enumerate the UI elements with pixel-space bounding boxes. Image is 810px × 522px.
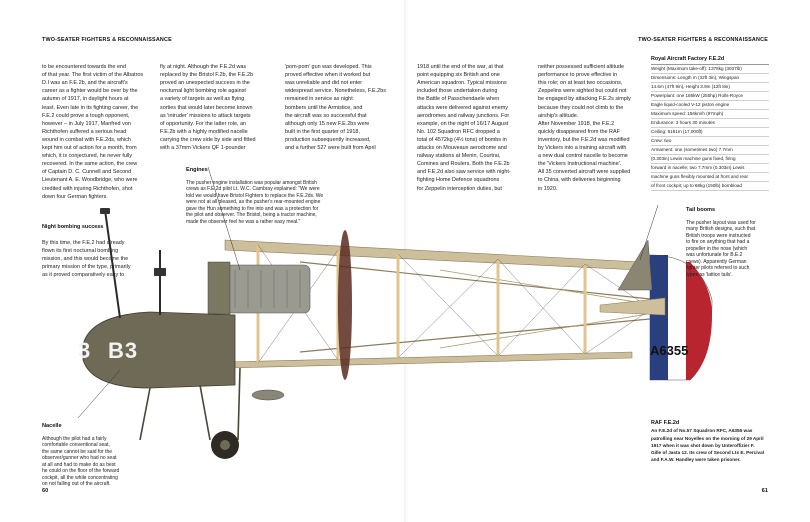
spec-line: forward in nacelle; two 7.7mm (0.303in) Lewis [651,164,769,173]
spec-line: Maximum speed: 156km/h (97mph) [651,110,769,119]
column-5-text: neither possessed sufficient altitude performance to prove effective in this role; on at least two occasions, Zeppelins were sighted but could not be engaged by attacking F.E.2s simply because they could not climb to the airship's altitude. After November 1918, the F.E.2 quickly disappeared from the RAF inventory, but the F.E.2d was modified by Vickers into a training aircraft with a new dual control nacelle to become the 'Vickers Instructional machine'. All 35 converted aircraft were supplied to China, with deliveries beginning in 1920. [538,64,631,192]
nacelle-callout [42,416,160,494]
spec-line: Dimensions: Length m (32ft 3in), Wingspan [651,74,769,83]
propeller [338,230,352,380]
bomb [252,390,284,400]
tail-serial: A6355 [650,343,689,358]
nacelle-callout-text: Although the pilot had a fairly comfortable conventional seat, the same cannot be said for the observer/gunner who had no seat at all and had to make do as best he could on the floor of the forward cockpit, all the while concentrating on not falling out of the aircraft. [42,435,120,487]
tail-booms-callout-text: The pusher layout was used for many British designs, such that British troops were instructed to fire on anything that had a propeller in the nose (which was unfortunate for B.E.2 crews). Apparently German fighter pilots referred to such types as 'lattice tails'. [686,219,756,278]
spec-line: Eagle liquid-cooled V-12 piston engine [651,101,769,110]
running-head-left: TWO-SEATER FIGHTERS & RECONNAISSANCE [42,37,172,43]
side-marking: B3 [108,338,139,363]
column-5 [538,55,650,201]
tail-booms-callout-title: Tail booms [686,206,716,213]
spec-title: Royal Aircraft Factory F.E.2d [651,55,769,65]
tailplane [600,298,665,315]
lower-boom-2 [440,312,660,348]
column-4-text: 1918 until the end of the war, at that point equipping six British and one American squadron. Typical missions included those undertaken during the Battle of Passchendaele when attacks were delivered against enemy aerodromes and railway junctions. For example, on the night of 16/17 August No. 102 Squadron RFC dropped a total of 4572kg (4½ tons) of bombs in attacks on Mouveaux aerodrome and railway stations at Menin, Courtrai, Comines and Roulers. Both the F.E.2b and F.E.2d also saw service with night- fighting Home Defence squadrons for Zeppelin interception duties, but [417,64,511,192]
page-number-left: 60 [42,488,49,494]
tail-booms-callout [686,200,776,285]
lower-boom-1 [300,318,660,352]
raf-caption [651,420,771,464]
spec-line: Ceiling: 5181m (17,000ft) [651,128,769,137]
engines-callout [186,160,386,232]
column-2-text: fly at night. Although the F.E.2d was replaced by the Bristol F.2b, the F.E.2b proved an unexpected success in the nocturnal light bombing role against a variety of targets as well as flying sorties that would later become known as 'intruder' missions to attack targets of opportunity. For the latter role, an F.E.2b with a highly modified nacelle carrying the crew side by side and fitted with a 37mm Vickers QF 1-pounder [160,64,256,152]
raf-caption-text: An F.E.2d of No.57 Squadron RFC, A6355 was patrolling near Noyelles on the morning of 29 April 1917 when it was shot down by Unteroffizier F. Gille of Jasta 12. Its crew of Second Lts E. Percival and F.A.W. Handley were taken prisoner. [651,428,765,463]
page-number-right: 61 [761,488,768,494]
spec-line: machine guns flexibly mounted at front and rear [651,173,769,182]
raf-caption-title: RAF F.E.2d [651,420,680,426]
spec-line: 14.6m (47ft 9in), Height 3.9m (12ft 8in) [651,83,769,92]
night-bombing-subhead: Night bombing success [42,223,104,230]
nose-marking: 3 [78,338,91,363]
spec-line: Powerplant: one 186kW (250hp) Rolls-Royce [651,92,769,101]
column-1-text: to be encountered towards the end of that year. The first victim of the Albatros D.I was an F.E.2b, and the aircraft's career as a fighter would be over by the autumn of 1917, in daylight hours at least. Even late in its fighting career, the F.E.2 could prove a tough opponent, however – in July 1917, Manfred von Richthofen suffered a serious head wound in combat with F.E.2ds, which kept him out of action for a month, from which, it is conjectured, he never fully recovered. In the same action, the crew of Captain D. C. Cunnell and Second Lieutenant A. E. Woodbridge, who were credited with injuring Richthofen, shot down four German fighters. [42,64,144,200]
column-3 [285,55,397,160]
running-head-right: TWO-SEATER FIGHTERS & RECONNAISSANCE [638,37,768,43]
rudder-blue-stripe [650,255,668,380]
nacelle [83,312,235,388]
column-4 [417,55,532,201]
column-3-text: 'pom-pom' gun was developed. This proved effective when it worked but was unreliable and did not enter widespread service. Nonetheless, F.E.2bs remained in service as night bombers until the Armistice, and the aircraft was so successful that although only 15 new F.E.2bs were built in the first quarter of 1918, production subsequently increased, and a further 527 were built from April [285,64,386,152]
column-1 [42,55,154,288]
column-1b-text: By this time, the F.E.2 had already flown its first nocturnal bombing mission, and this would become the primary mission of the type, primarily as it proved comparatively easy to [42,240,131,279]
spec-line: Armament: one (sometimes two) 7.7mm [651,146,769,155]
wheel-hub [220,440,230,450]
lower-wing [228,352,632,368]
spec-line: of front cockpit; up to 68kg (150lb) bombload [651,182,769,191]
spec-line: Weight (Maximum take-off): 1378kg (3037lb) [651,65,769,74]
spec-line: (0.303in) Lewis machine guns fixed, firing [651,155,769,164]
spec-panel [651,55,769,191]
radiator [208,262,230,314]
engine [225,265,310,313]
spec-line: Endurance: 3 hours 30 minutes [651,119,769,128]
spec-line: Crew: two [651,137,769,146]
nacelle-callout-title: Nacelle [42,422,62,429]
engines-callout-text: The pusher engine installation was popular amongst British crews as F.E.2d pilot Lt. W.C. Cambray explained: "We were told we would have Bristol Fighters to replace the F.E.2ds. We were not at all pleased, as the pusher's rear-mounted engine gave the Hun something to fire into and was a protection for the pilot and observer. The Bristol, being a tractor machine, made the observer feel he was a rather easy meal." [186,179,324,225]
engines-callout-title: Engines [186,166,208,173]
column-2 [160,55,272,160]
